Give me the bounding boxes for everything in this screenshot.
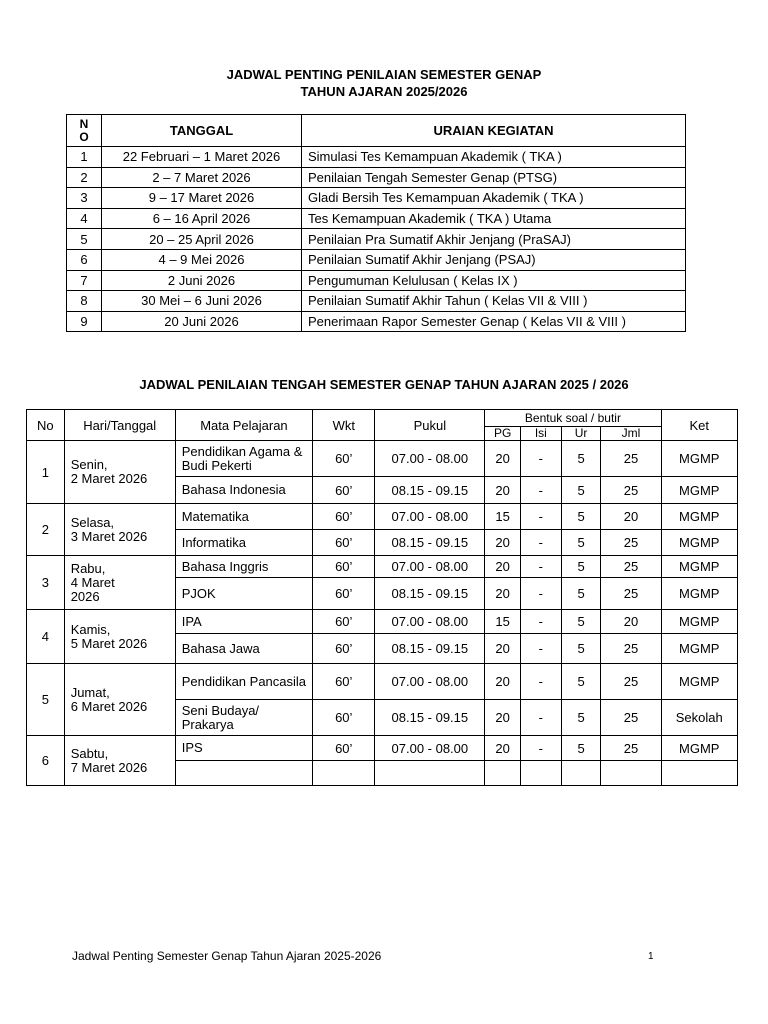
table-row [27,441,738,477]
cell-hari-tanggal [64,441,175,504]
cell-pg: 15 [485,504,521,530]
cell-ket: MGMP [661,610,737,634]
cell-pg: 20 [485,634,521,664]
cell-jml [601,761,661,786]
cell-mapel: IPS [175,736,313,761]
cell-pukul [375,761,485,786]
cell-mapel: IPA [175,610,313,634]
cell-ket: MGMP [661,556,737,578]
table-row [67,147,686,168]
cell-pg: 20 [485,578,521,610]
cell-uraian: Simulasi Tes Kemampuan Akademik ( TKA ) [302,147,686,168]
cell-ur [561,761,601,786]
hari-hari-line3: 2026 [70,588,100,604]
header-tanggal: TANGGAL [102,115,302,147]
cell-jml: 25 [601,700,661,736]
important-schedule-table [66,114,686,332]
hari-hari-line1: Senin, [70,457,108,472]
cell-mapel: Bahasa Inggris [175,556,313,578]
header-pukul: Pukul [375,410,485,441]
cell-isi: - [520,664,561,700]
cell-jml: 20 [601,610,661,634]
cell-no: 1 [27,441,65,504]
hari-hari-line1: Rabu, [70,560,106,576]
cell-pg: 15 [485,610,521,634]
table-row [67,229,686,250]
cell-no: 4 [67,208,102,229]
cell-uraian: Penerimaan Rapor Semester Genap ( Kelas VII & VIII ) [302,311,686,332]
cell-no: 3 [67,188,102,209]
cell-pg: 20 [485,441,521,477]
cell-hari-tanggal [64,556,175,610]
cell-ur: 5 [561,664,601,700]
cell-jml: 25 [601,578,661,610]
pts-schedule-title: JADWAL PENILAIAN TENGAH SEMESTER GENAP TAHUN AJARAN 2025 / 2026 [139,377,629,392]
cell-no: 3 [27,556,65,610]
cell-ket: MGMP [661,504,737,530]
cell-ket [661,761,737,786]
cell-mapel: Matematika [175,504,313,530]
cell-uraian: Penilaian Sumatif Akhir Tahun ( Kelas VII & VIII ) [302,291,686,312]
header-no: N O [67,115,102,147]
table-row [27,610,738,634]
cell-tanggal: 22 Februari – 1 Maret 2026 [102,147,302,168]
cell-tanggal: 4 – 9 Mei 2026 [102,249,302,270]
cell-tanggal: 20 Juni 2026 [102,311,302,332]
table-row [67,311,686,332]
cell-wkt: 60’ [313,477,375,504]
cell-mapel: Pendidikan Pancasila [175,664,313,700]
document-title: JADWAL PENTING PENILAIAN SEMESTER GENAP [226,67,542,82]
page-number: 1 [648,951,654,962]
cell-pg: 20 [485,664,521,700]
cell-uraian: Penilaian Pra Sumatif Akhir Jenjang (PraSAJ) [302,229,686,250]
cell-tanggal: 6 – 16 April 2026 [102,208,302,229]
cell-no: 9 [67,311,102,332]
cell-mapel: Bahasa Indonesia [175,477,313,504]
cell-pukul: 08.15 - 09.15 [375,578,485,610]
cell-pg [485,761,521,786]
cell-isi: - [520,504,561,530]
header-hari: Hari/Tanggal [64,410,175,441]
header-no: No [27,410,65,441]
cell-no: 2 [67,167,102,188]
cell-isi: - [520,477,561,504]
cell-pukul: 07.00 - 08.00 [375,504,485,530]
header-bentuk-soal: Bentuk soal / butir [485,410,661,427]
cell-ket: MGMP [661,736,737,761]
cell-wkt: 60’ [313,736,375,761]
cell-uraian: Penilaian Sumatif Akhir Jenjang (PSAJ) [302,249,686,270]
cell-no: 4 [27,610,65,664]
cell-ur: 5 [561,530,601,556]
cell-pukul: 07.00 - 08.00 [375,664,485,700]
header-jml: Jml [601,427,661,441]
cell-ket: Sekolah [661,700,737,736]
cell-isi: - [520,441,561,477]
table-header-row [67,115,686,147]
header-ket: Ket [661,410,737,441]
cell-wkt: 60’ [313,578,375,610]
hari-hari-line1: Selasa, [70,514,115,530]
cell-ur: 5 [561,634,601,664]
page-footer: Jadwal Penting Semester Genap Tahun Ajaran 2025-2026 [72,949,382,963]
header-pg: PG [485,427,521,441]
table-row [67,167,686,188]
cell-pukul: 07.00 - 08.00 [375,736,485,761]
cell-no: 6 [27,736,65,786]
hari-hari-line2: 5 Maret 2026 [70,635,148,651]
cell-pg: 20 [485,700,521,736]
cell-uraian: Penilaian Tengah Semester Genap (PTSG) [302,167,686,188]
hari-hari-line2: 7 Maret 2026 [70,759,148,775]
table-row [67,291,686,312]
document-subtitle: TAHUN AJARAN 2025/2026 [300,84,468,99]
header-ur: Ur [561,427,601,441]
table-row [27,504,738,530]
cell-isi [520,761,561,786]
cell-pukul: 07.00 - 08.00 [375,610,485,634]
cell-jml: 25 [601,530,661,556]
cell-pukul: 07.00 - 08.00 [375,556,485,578]
cell-ket: MGMP [661,634,737,664]
hari-hari-line1: Sabtu, [70,745,109,761]
cell-isi: - [520,634,561,664]
cell-pukul: 08.15 - 09.15 [375,700,485,736]
cell-mapel [175,761,313,786]
cell-isi: - [520,700,561,736]
cell-ur: 5 [561,610,601,634]
hari-hari-line2: 6 Maret 2026 [70,698,148,714]
header-wkt: Wkt [313,410,375,441]
cell-pg: 20 [485,477,521,504]
cell-pg: 20 [485,530,521,556]
cell-mapel: Pendidikan Agama & Budi Pekerti [175,441,313,477]
cell-jml: 25 [601,736,661,761]
table-header-row [27,410,738,427]
cell-mapel: PJOK [175,578,313,610]
cell-wkt: 60’ [313,664,375,700]
hari-hari-line1: Kamis, [70,621,111,637]
cell-hari-tanggal [64,610,175,664]
cell-ur: 5 [561,736,601,761]
cell-wkt: 60’ [313,441,375,477]
cell-ket: MGMP [661,530,737,556]
cell-ur: 5 [561,556,601,578]
cell-ket: MGMP [661,441,737,477]
cell-no: 6 [67,249,102,270]
cell-jml: 25 [601,441,661,477]
cell-wkt: 60’ [313,556,375,578]
hari-hari-line2: 4 Maret [70,574,115,590]
cell-uraian: Gladi Bersih Tes Kemampuan Akademik ( TKA ) [302,188,686,209]
cell-no: 7 [67,270,102,291]
cell-wkt: 60’ [313,634,375,664]
cell-isi: - [520,530,561,556]
hari-hari-line2: 2 Maret 2026 [70,471,148,486]
cell-jml: 25 [601,664,661,700]
table-row [27,556,738,578]
cell-jml: 25 [601,556,661,578]
cell-isi: - [520,610,561,634]
cell-pukul: 08.15 - 09.15 [375,530,485,556]
cell-ur: 5 [561,578,601,610]
cell-no: 2 [27,504,65,556]
cell-ur: 5 [561,477,601,504]
cell-wkt: 60’ [313,700,375,736]
cell-wkt [313,761,375,786]
cell-pg: 20 [485,556,521,578]
cell-no: 8 [67,291,102,312]
table-row [67,208,686,229]
cell-hari-tanggal [64,504,175,556]
cell-pukul: 08.15 - 09.15 [375,634,485,664]
cell-hari-tanggal [64,736,175,786]
header-uraian: URAIAN KEGIATAN [302,115,686,147]
cell-ket: MGMP [661,578,737,610]
cell-uraian: Pengumuman Kelulusan ( Kelas IX ) [302,270,686,291]
table-row [67,188,686,209]
table-row [67,249,686,270]
cell-isi: - [520,736,561,761]
cell-jml: 25 [601,634,661,664]
cell-tanggal: 2 Juni 2026 [102,270,302,291]
cell-tanggal: 30 Mei – 6 Juni 2026 [102,291,302,312]
table-row [67,270,686,291]
cell-hari-tanggal [64,664,175,736]
cell-no: 1 [67,147,102,168]
cell-ket: MGMP [661,664,737,700]
hari-hari-line2: 3 Maret 2026 [70,528,148,544]
cell-tanggal: 20 – 25 April 2026 [102,229,302,250]
cell-mapel: Bahasa Jawa [175,634,313,664]
cell-pukul: 08.15 - 09.15 [375,477,485,504]
cell-uraian: Tes Kemampuan Akademik ( TKA ) Utama [302,208,686,229]
cell-isi: - [520,578,561,610]
cell-isi: - [520,556,561,578]
cell-ur: 5 [561,504,601,530]
cell-ket: MGMP [661,477,737,504]
cell-wkt: 60’ [313,610,375,634]
cell-pg: 20 [485,736,521,761]
cell-no: 5 [27,664,65,736]
cell-jml: 20 [601,504,661,530]
hari-hari-line1: Jumat, [70,684,110,700]
cell-ur: 5 [561,700,601,736]
cell-wkt: 60’ [313,504,375,530]
table-row [27,664,738,700]
cell-mapel: Seni Budaya/ Prakarya [175,700,313,736]
cell-pukul: 07.00 - 08.00 [375,441,485,477]
cell-wkt: 60’ [313,530,375,556]
cell-jml: 25 [601,477,661,504]
cell-tanggal: 2 – 7 Maret 2026 [102,167,302,188]
header-mapel: Mata Pelajaran [175,410,313,441]
cell-ur: 5 [561,441,601,477]
header-isi: Isi [520,427,561,441]
cell-tanggal: 9 – 17 Maret 2026 [102,188,302,209]
cell-mapel: Informatika [175,530,313,556]
cell-no: 5 [67,229,102,250]
table-row [27,736,738,761]
pts-schedule-table [26,409,738,786]
